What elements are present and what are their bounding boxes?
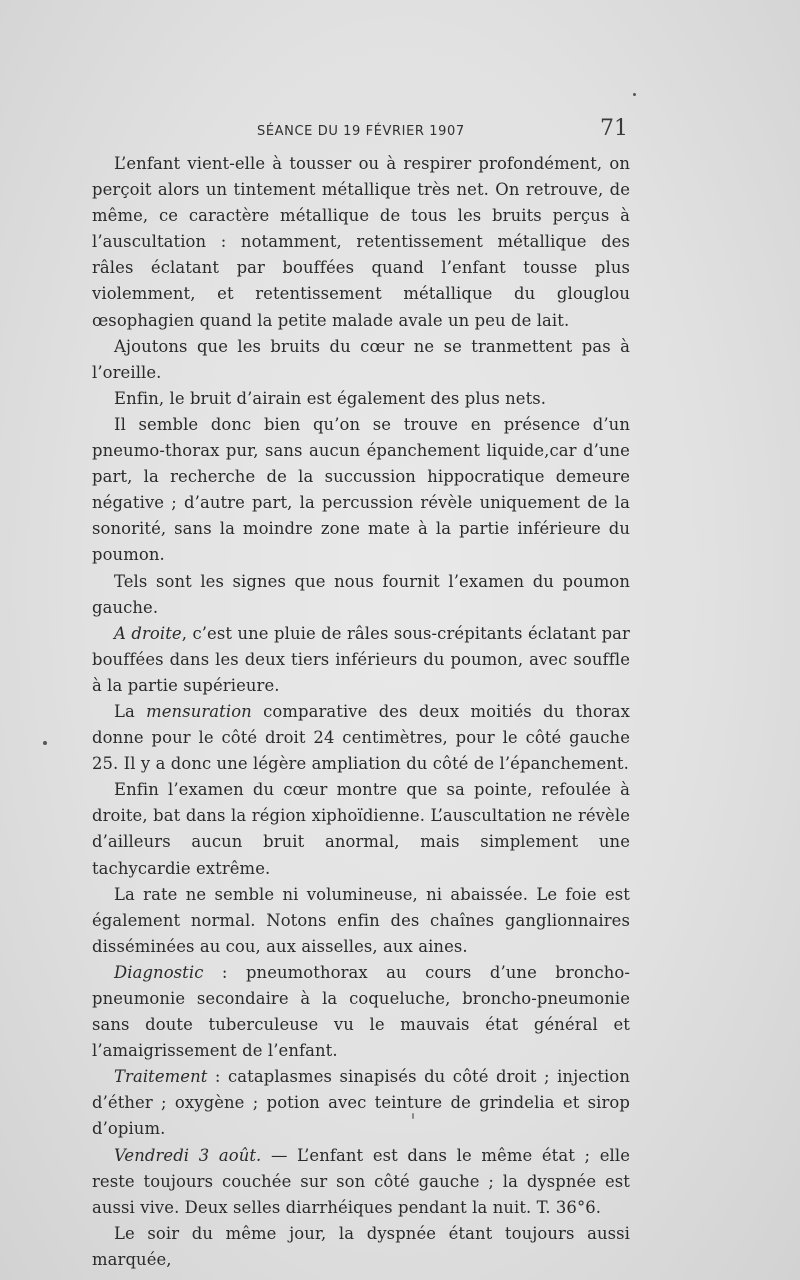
paragraph-label-italic: Diagnostic bbox=[114, 962, 204, 982]
paragraph-text: — L’enfant est dans le même état ; elle reste toujours couchée sur son côté gauche ; la dyspnée est aussi vive. Deux selles diarrhéiques pendant la nuit. T. 36°6. bbox=[92, 1145, 630, 1217]
paper-speck bbox=[412, 1113, 414, 1119]
paragraph: Ajoutons que les bruits du cœur ne se tranmettent pas à l’oreille. bbox=[92, 336, 630, 382]
paragraph: Tels sont les signes que nous fournit l’examen du poumon gauche. bbox=[92, 571, 630, 617]
paragraph: Le soir du même jour, la dyspnée étant toujours aussi marquée, bbox=[92, 1223, 630, 1269]
paragraph: La rate ne semble ni volumineuse, ni abaissée. Le foie est également normal. Notons enfin des chaînes ganglionnaires disséminées au cou, aux aisselles, aux aines. bbox=[92, 884, 630, 956]
page-number: 71 bbox=[600, 116, 628, 141]
paragraph-text: , c’est une pluie de râles sous-crépitants éclatant par bouffées dans les deux tiers inférieurs du poumon, avec souffle à la partie supérieure. bbox=[92, 623, 630, 695]
paragraph-text: : pneumothorax au cours d’une broncho-pneumonie secondaire à la coqueluche, broncho-pneumonie sans doute tuberculeuse vu le mauvais état général et l’amaigrissement de l’enfant. bbox=[92, 962, 630, 1061]
paragraph-label-italic: Vendredi 3 août. bbox=[114, 1145, 262, 1165]
page-header bbox=[92, 118, 628, 148]
paragraph bbox=[92, 960, 630, 1064]
paragraph bbox=[92, 1064, 630, 1142]
body-text bbox=[92, 151, 630, 1273]
paragraph-label-italic: mensuration bbox=[146, 701, 252, 721]
paragraph-text: : cataplasmes sinapisés du côté droit ; injection d’éther ; oxygène ; potion avec teinture de grindelia et sirop d’opium. bbox=[92, 1067, 630, 1139]
paper-speck bbox=[43, 741, 47, 745]
paragraph-label-italic: Traitement bbox=[114, 1067, 208, 1087]
paragraph bbox=[92, 699, 630, 777]
paragraph-text: comparative des deux moitiés du thorax donne pour le côté droit 24 centimètres, pour le côté gauche 25. Il y a donc une légère ampliation du côté de l’épanchement. bbox=[92, 701, 630, 774]
paragraph-label-italic: A droite bbox=[114, 623, 182, 643]
paragraph: Enfin, le bruit d’airain est également des plus nets. bbox=[114, 388, 547, 408]
paragraph bbox=[92, 1143, 630, 1221]
paper-speck bbox=[633, 93, 636, 96]
paragraph: Il semble donc bien qu’on se trouve en présence d’un pneumo-thorax pur, sans aucun épanchement liquide,car d’une part, la recherche de la succussion hippocratique demeure négative ; d’autre part, la percussion révèle uniquement de la sonorité, sans la moindre zone mate à la partie inférieure du poumon. bbox=[92, 414, 630, 565]
paragraph: Enfin l’examen du cœur montre que sa pointe, refoulée à droite, bat dans la région xiphoïdienne. L’auscultation ne révèle d’ailleurs aucun bruit anormal, mais simplement une tachycardie extrême. bbox=[92, 780, 630, 878]
paragraph bbox=[92, 621, 630, 699]
paragraph-prefix: La bbox=[114, 701, 147, 721]
paragraph: L’enfant vient-elle à tousser ou à respirer profondément, on perçoit alors un tintement métallique très net. On retrouve, de même, ce caractère métallique de tous les bruits perçus à l’auscultation : notamment, retentissement métallique des râles éclatant par bouffées quand l’enfant tousse plus violemment, et retentissement métallique du glouglou œsophagien quand la petite malade avale un peu de lait. bbox=[92, 154, 630, 330]
running-head: SÉANCE DU 19 FÉVRIER 1907 bbox=[257, 124, 465, 139]
